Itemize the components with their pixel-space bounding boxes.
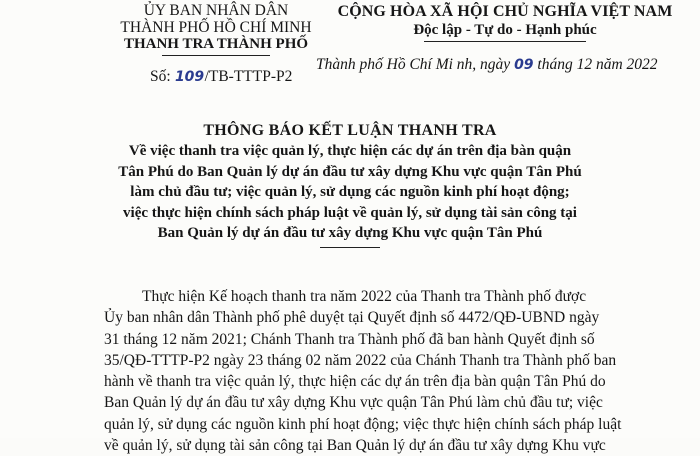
doc-number-value: 109: [174, 69, 205, 85]
national-motto: Độc lập - Tự do - Hạnh phúc: [413, 22, 597, 38]
place-date-rest: tháng 12 năm 2022: [537, 56, 658, 73]
place-date: [316, 56, 658, 74]
doc-number-suffix: /TB-TTTP-P2: [204, 68, 293, 85]
body-line-1: Thực hiện Kế hoạch thanh tra năm 2022 của Thanh tra Thành phố được: [142, 288, 587, 305]
doc-number-prefix: Số:: [150, 68, 171, 85]
title-line-2: Tân Phú do Ban Quản lý dự án đầu tư xây dựng Khu vực quận Tân Phú: [118, 163, 582, 180]
authority-line-3: THANH TRA THÀNH PHỐ: [123, 36, 309, 52]
document-number: [150, 68, 292, 86]
body-line-4: 35/QĐ-TTTP-P2 ngày 23 tháng 02 năm 2022 của Chánh Thanh tra Thành phố ban: [104, 351, 617, 369]
authority-line-1: ỦY BAN NHÂN DÂN: [143, 2, 289, 19]
title-underline: [320, 247, 380, 248]
title-line-3: làm chủ đầu tư; việc quản lý, sử dụng các nguồn kinh phí hoạt động;: [130, 184, 570, 200]
body-line-5: hành về thanh tra việc quản lý, thực hiện các dự án trên địa bàn quận Tân Phú do: [104, 373, 606, 391]
body-line-2: Ủy ban nhân dân Thành phố phê duyệt tại Quyết định số 4472/QĐ-UBND ngày: [104, 309, 600, 327]
title-line-1: Về việc thanh tra việc quản lý, thực hiện các dự án trên địa bàn quận: [128, 143, 572, 159]
motto-underline: [424, 41, 586, 42]
title-line-5: Ban Quản lý dự án đầu tư xây dựng Khu vực quận Tân Phú: [157, 225, 543, 241]
body-line-3: 31 tháng 12 năm 2021; Chánh Thanh tra Thành phố đã ban hành Quyết định số: [104, 330, 595, 348]
body-line-7: quản lý, sử dụng các nguồn kinh phí hoạt động; việc thực hiện chính sách pháp luật: [104, 415, 622, 433]
document-title: THÔNG BÁO KẾT LUẬN THANH TRA: [203, 122, 497, 139]
place-date-prefix: Thành phố Hồ Chí Mi nh, ngày: [316, 56, 511, 73]
body-line-6: Ban Quản lý dự án đầu tư xây dựng Khu vực quận Tân Phú làm chủ đầu tư; việc: [104, 394, 603, 412]
national-header-block: [320, 2, 690, 42]
national-title: CỘNG HÒA XÃ HỘI CHỦ NGHĨA VIỆT NAM: [337, 3, 673, 20]
authority-underline: [162, 55, 270, 56]
authority-line-2: THÀNH PHỐ HỒ CHÍ MINH: [120, 19, 312, 36]
body-paragraph: [104, 286, 622, 456]
issuing-authority-block: [98, 2, 334, 56]
title-line-4: việc thực hiện chính sách pháp luật về quản lý, sử dụng tài sản công tại: [123, 204, 577, 221]
body-line-8: về quản lý, sử dụng tài sản công tại Ban Quản lý dự án đầu tư xây dựng Khu vực: [104, 437, 606, 455]
place-date-day: 09: [514, 57, 534, 73]
document-title-block: [110, 120, 590, 248]
